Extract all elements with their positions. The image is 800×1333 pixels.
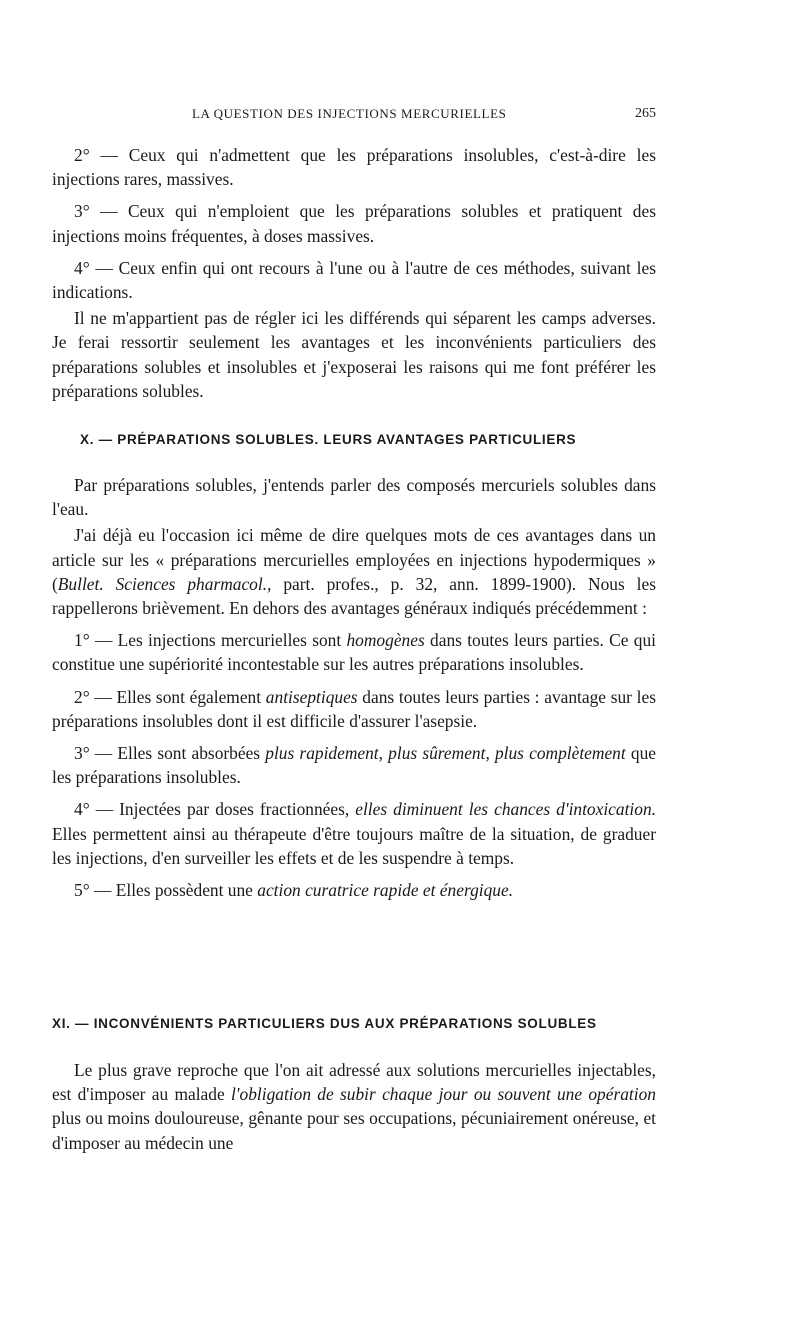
advantage-item-3 bbox=[52, 741, 656, 789]
journal-title: Bullet. Sciences pharmacol. bbox=[57, 573, 268, 594]
emphasis: homogènes bbox=[346, 630, 425, 651]
paragraph-item-4: 4° — Ceux enfin qui ont recours à l'une ou à l'autre de ces méthodes, suivant les indications. bbox=[52, 257, 656, 303]
text-run: 2° — Elles sont également bbox=[74, 686, 266, 707]
page-number: 265 bbox=[635, 106, 656, 121]
text-run: 5° — Elles possèdent une bbox=[74, 880, 258, 901]
paragraph-disputes: Il ne m'appartient pas de régler ici les différends qui séparent les camps adverses. Je ferai ressortir seulement les avantages et les inconvénients particuliers des préparations solubles et insolubles et j'exposerai les raisons qui me font préférer les préparations solubles. bbox=[52, 308, 656, 401]
running-header bbox=[52, 106, 656, 126]
paragraph-article-reference bbox=[52, 523, 656, 620]
section-heading-xi: XI. — INCONVÉNIENTS PARTICULIERS DUS AUX PRÉPARATIONS SOLUBLES bbox=[52, 1016, 597, 1031]
emphasis: l'obligation de subir chaque jour ou souvent une opération bbox=[230, 1084, 656, 1105]
paragraph-intro: Par préparations solubles, j'entends parler des composés mercuriels solubles dans l'eau. bbox=[52, 475, 656, 520]
text-run: que les préparations insolubles. bbox=[52, 743, 656, 788]
paragraph-item-2: 2° — Ceux qui n'admettent que les préparations insolubles, c'est-à-dire les injections rares, massives. bbox=[52, 145, 656, 190]
enumeration-block bbox=[52, 143, 656, 403]
text-run: Elles permettent ainsi au thérapeute d'être toujours maître de la situation, de graduer les injections, d'en surveiller les effets et de les suspendre à temps. bbox=[52, 823, 656, 868]
text-run: Le plus grave reproche que l'on ait adressé aux solutions mercurielles injectables, est d'imposer au malade bbox=[52, 1060, 656, 1105]
paragraph-drawbacks bbox=[52, 1058, 656, 1155]
text-run: J'ai déjà eu l'occasion ici même de dire quelques mots de ces avantages dans un article sur les « préparations mercurielles employées en injections hypodermiques » ( bbox=[52, 525, 656, 594]
section-x-body bbox=[52, 473, 656, 902]
text-run: 3° — Elles sont absorbées bbox=[74, 743, 266, 764]
emphasis: action curatrice rapide et énergique. bbox=[257, 880, 514, 901]
emphasis: elles diminuent les chances d'intoxication. bbox=[355, 799, 656, 820]
advantage-item-1 bbox=[52, 628, 656, 676]
advantage-item-4 bbox=[52, 797, 656, 870]
section-heading-x: X. — PRÉPARATIONS SOLUBLES. LEURS AVANTAGES PARTICULIERS bbox=[80, 432, 577, 447]
emphasis: antiseptiques bbox=[265, 686, 358, 707]
text-run: dans toutes leurs parties : avantage sur les préparations insolubles dont il est difficile d'assurer l'asepsie. bbox=[52, 686, 656, 731]
text-run: plus ou moins douloureuse, gênante pour ses occupations, pécuniairement onéreuse, et d'imposer au médecin une bbox=[52, 1108, 656, 1153]
paragraph-item-3: 3° — Ceux qui n'emploient que les préparations solubles et pratiquent des injections moins fréquentes, à doses massives. bbox=[52, 201, 656, 246]
text-run: dans toutes leurs parties. Ce qui constitue une supériorité incontestable sur les autres préparations insolubles. bbox=[52, 630, 656, 675]
text-run: , part. profes., p. 32, ann. 1899-1900). Nous les rappellerons brièvement. En dehors des avantages généraux indiqués précédemment : bbox=[52, 573, 656, 619]
section-xi-body bbox=[52, 1058, 656, 1155]
running-title: LA QUESTION DES INJECTIONS MERCURIELLES bbox=[192, 106, 507, 121]
advantage-item-5 bbox=[52, 878, 656, 902]
text-run: 1° — Les injections mercurielles sont bbox=[74, 630, 347, 651]
text-run: 4° — Injectées par doses fractionnées, bbox=[74, 799, 356, 820]
advantage-item-2 bbox=[52, 685, 656, 733]
emphasis: plus rapidement, plus sûrement, plus complètement bbox=[265, 743, 626, 764]
